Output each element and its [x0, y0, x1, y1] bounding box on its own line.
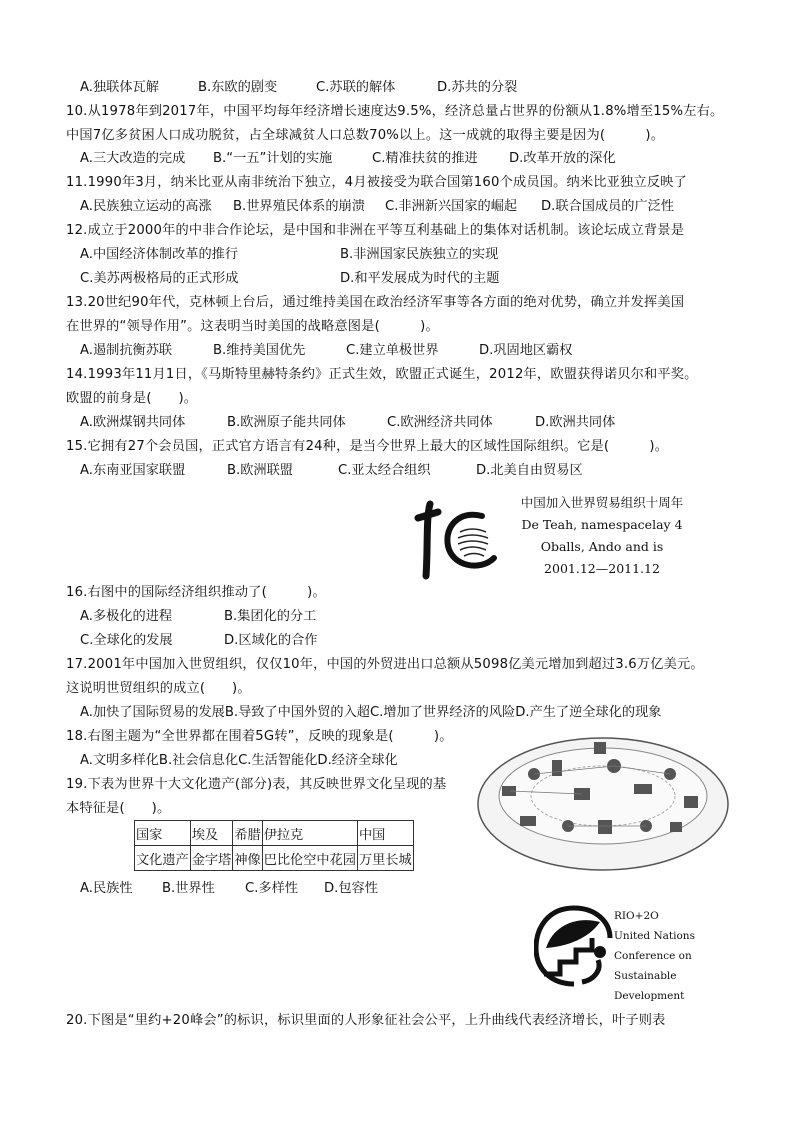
table-cell: 万里长城: [358, 846, 414, 871]
table-cell: 金字塔: [190, 846, 233, 871]
q12-option-b: B.非洲国家民族独立的实现: [340, 247, 499, 262]
q11-option-d: D.联合国成员的广泛性: [541, 199, 675, 214]
q10-option-a: A.三大改造的完成: [80, 151, 186, 166]
rio-caption-line1: RIO+2O: [614, 910, 659, 922]
q13-stem-line2: 在世界的“领导作用”。这表明当时美国的战略意图是( )。: [66, 319, 439, 334]
q19-option-d: D.包容性: [324, 881, 378, 896]
table-cell: 国家: [135, 821, 191, 846]
q11-stem-line1: 11.1990年3月，纳米比亚从南非统治下独立，4月被接受为联合国第160个成员国。纳米比亚独立反映了: [66, 175, 687, 190]
q18-options: A.文明多样化B.社会信息化C.生活智能化D.经济全球化: [80, 753, 398, 768]
q10-option-b: B.“一五”计划的实施: [213, 151, 333, 166]
q17-stem-line1: 17.2001年中国加入世贸组织，仅仅10年，中国的外贸进出口总额从5098亿美元增加到超过3.6万亿美元。: [66, 657, 704, 672]
q16-option-d: D.区域化的合作: [224, 633, 318, 648]
q12-stem-line1: 12.成立于2000年的中非合作论坛，是中国和非洲在平等互利基础上的集体对话机制。该论坛成立背景是: [66, 223, 685, 238]
q10-option-d: D.改革开放的深化: [509, 151, 616, 166]
wto-caption-line2: De Teah, namespacelay 4: [521, 517, 683, 532]
q13-option-d: D.巩固地区霸权: [479, 343, 573, 358]
q15-option-a: A.东南亚国家联盟: [80, 463, 186, 478]
q19-option-c: C.多样性: [245, 881, 298, 896]
q9-option-c: C.苏联的解体: [316, 80, 396, 95]
rio-caption-line4: Sustainable: [614, 970, 677, 982]
q12-option-d: D.和平发展成为时代的主题: [340, 271, 500, 286]
q15-option-d: D.北美自由贸易区: [476, 463, 583, 478]
q11-option-b: B.世界殖民体系的崩溃: [233, 199, 365, 214]
q13-stem-line1: 13.20世纪90年代，克林顿上台后，通过维持美国在政治经济军事等各方面的绝对优势，确立并发挥美国: [66, 295, 685, 310]
table-cell: 埃及: [190, 821, 233, 846]
q16-option-b: B.集团化的分工: [224, 609, 317, 624]
q9-option-b: B.东欧的剧变: [198, 80, 278, 95]
q18-stem-line1: 18.右图主题为“全世界都在围着5G转”，反映的现象是( )。: [66, 729, 453, 744]
q19-stem-line2: 本特征是( )。: [66, 801, 171, 816]
q11-option-c: C.非洲新兴国家的崛起: [385, 199, 518, 214]
q9-option-d: D.苏共的分裂: [437, 80, 518, 95]
q13-option-b: B.维持美国优先: [213, 343, 306, 358]
q14-option-b: B.欧洲原子能共同体: [227, 415, 346, 430]
q15-stem-line1: 15.它拥有27个会员国，正式官方语言有24种，是当今世界上最大的区域性国际组织。它是( )。: [66, 439, 669, 454]
table-cell: 文化遗产: [135, 846, 191, 871]
q14-stem-line2: 欧盟的前身是( )。: [66, 391, 198, 406]
table-cell: 中国: [358, 821, 414, 846]
q12-option-a: A.中国经济体制改革的推行: [80, 247, 239, 262]
q19-stem-line1: 19.下表为世界十大文化遗产(部分)表，其反映世界文化呈现的基: [66, 777, 447, 792]
q13-option-c: C.建立单极世界: [346, 343, 439, 358]
q11-option-a: A.民族独立运动的高涨: [80, 199, 212, 214]
table-cell: 神像: [233, 846, 262, 871]
table-cell: 伊拉克: [262, 821, 357, 846]
table-row: [135, 846, 414, 871]
table-cell: 巴比伦空中花园: [262, 846, 357, 871]
q16-option-c: C.全球化的发展: [80, 633, 173, 648]
q17-options: A.加快了国际贸易的发展B.导致了中国外贸的入超C.增加了世界经济的风险D.产生了逆全球化的现象: [80, 705, 662, 720]
q20-stem-line1: 20.下图是“里约+20峰会”的标识，标识里面的人形象征社会公平，上升曲线代表经济增长，叶子则表: [66, 1013, 666, 1028]
table-cell: 希腊: [233, 821, 262, 846]
rio-caption-line3: Conference on: [614, 950, 692, 962]
q19-option-b: B.世界性: [162, 881, 215, 896]
q14-option-a: A.欧洲煤钢共同体: [80, 415, 186, 430]
q16-stem-line1: 16.右图中的国际经济组织推动了( )。: [66, 585, 326, 600]
q9-option-a: A.独联体瓦解: [80, 80, 159, 95]
q12-option-c: C.美苏两极格局的正式形成: [80, 271, 239, 286]
wto-caption-line4: 2001.12—2011.12: [544, 561, 660, 576]
q14-stem-line1: 14.1993年11月1日，《马斯特里赫特条约》正式生效，欧盟正式诞生，2012年，欧盟获得诺贝尔和平奖。: [66, 367, 698, 382]
q13-option-a: A.遏制抗衡苏联: [80, 343, 173, 358]
rio20-logo: [534, 904, 614, 988]
rio-caption-line2: United Nations: [614, 930, 695, 942]
q16-option-a: A.多极化的进程: [80, 609, 173, 624]
q10-stem-line1: 10.从1978年到2017年，中国平均每年经济增长速度达9.5%，经济总量占世界的份额从1.8%增至15%左右。: [66, 104, 724, 119]
wto-10-logo: [412, 488, 508, 584]
q17-stem-line2: 这说明世贸组织的成立( )。: [66, 681, 251, 696]
q15-option-c: C.亚太经合组织: [338, 463, 431, 478]
q14-option-d: D.欧洲共同体: [535, 415, 616, 430]
wto-caption-line3: Oballs, Ando and is: [540, 539, 664, 554]
q10-option-c: C.精准扶贫的推进: [372, 151, 478, 166]
q10-stem-line2: 中国7亿多贫困人口成功脱贫，占全球减贫人口总数70%以上。这一成就的取得主要是因为( )。: [66, 128, 665, 143]
wto-caption-line1: 中国加入世界贸易组织十周年: [520, 495, 684, 510]
5g-world-illustration: [474, 726, 732, 874]
q19-option-a: A.民族性: [80, 881, 133, 896]
rio-caption-line5: Development: [614, 990, 685, 1002]
q15-option-b: B.欧洲联盟: [227, 463, 293, 478]
table-row: [135, 821, 414, 846]
heritage-table: [134, 820, 414, 871]
q14-option-c: C.欧洲经济共同体: [387, 415, 493, 430]
